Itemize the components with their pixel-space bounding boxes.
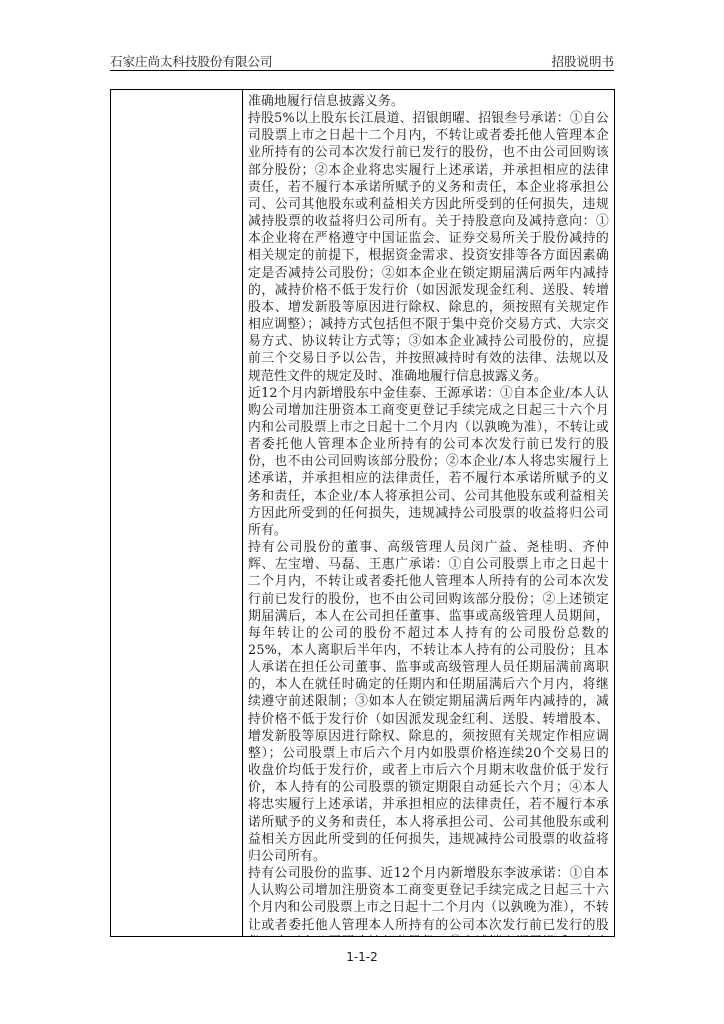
commitment-cell — [248, 93, 609, 936]
column-divider — [242, 90, 243, 936]
paragraph: 持有公司股份的监事、近12个月内新增股东李波承诺：①自本人认购公司增加注册资本工商变更登记手续完成之日起三十六个月内和公司股票上市之日起十二个月内（以孰晚为准），不转让或者委托他人管理本人所持有的公司本次发行前已发行的股 — [248, 866, 609, 933]
commitment-table — [110, 89, 615, 937]
header-rule — [110, 70, 614, 71]
paragraph: 近12个月内新增股东中金佳泰、王源承诺：①自本企业/本人认购公司增加注册资本工商变更登记手续完成之日起三十六个月内和公司股票上市之日起十二个月内（以孰晚为准），不转让或者委托他人管理本企业所持有的公司本次发行前已发行的股份，也不由公司回购该部分股份；②本企业/本人将忠实履行上述承诺，并承担相应的法律责任，若不履行本承诺所赋予的义务和责任，本企业/本人将承担公司、公司其他股东或利益相关方因此所受到的任何损失，违规减持公司股票的收益将归公司所有。 — [248, 385, 609, 538]
document-type: 招股说明书 — [551, 54, 614, 69]
paragraph: 持股5%以上股东长江晨道、招银朗曜、招银叁号承诺：①自公司股票上市之日起十二个月内，不转让或者委托他人管理本企业所持有的公司本次发行前已发行的股份，也不由公司回购该部分股份；②本企业将忠实履行上述承诺，并承担相应的法律责任，若不履行本承诺所赋予的义务和责任，本企业将承担公司、公司其他股东或利益相关方因此所受到的任何损失，违规减持股票的收益将归公司所有。关于持股意向及减持意向：①本企业将在严格遵守中国证监会、证券交易所关于股份减持的相关规定的前提下，根据资金需求、投资安排等各方面因素确定是否减持公司股份；②如本企业在锁定期届满后两年内减持的，减持价格不低于发行价（如因派发现金红利、送股、转增股本、增发新股等原因进行除权、除息的，须按照有关规定作相应调整）；减持方式包括但不限于集中竞价交易方式、大宗交易方式、协议转让方式等；③如本企业减持公司股份的，应提前三个交易日予以公告，并按照减持时有效的法律、法规以及规范性文件的规定及时、准确地履行信息披露义务。 — [248, 111, 609, 384]
paragraph: 准确地履行信息披露义务。 — [248, 94, 404, 109]
page-header — [110, 48, 614, 72]
paragraph: 持有公司股份的董事、高级管理人员闵广益、尧桂明、齐仲辉、左宝增、马磊、王惠广承诺：①自公司股票上市之日起十二个月内，不转让或者委托他人管理本人所持有的公司本次发行前已发行的股份，也不由公司回购该部分股份；②上述锁定期届满后，本人在公司担任董事、监事或高级管理人员期间，每年转让的公司的股份不超过本人持有的公司股份总数的25%，本人离职后半年内，不转让本人持有的公司股份；且本人承诺在担任公司董事、监事或高级管理人员任期届满前离职的，本人在就任时确定的任期内和任期届满后六个月内，将继续遵守前述限制；③如本人在锁定期届满后两年内减持的，减持价格不低于发行价（如因派发现金红利、送股、转增股本、增发新股等原因进行除权、除息的，须按照有关规定作相应调整）；公司股票上市后六个月内如股票价格连续20个交易日的收盘价均低于发行价，或者上市后六个月期末收盘价低于发行价，本人持有的公司股票的锁定期限自动延长六个月；④本人将忠实履行上述承诺，并承担相应的法律责任，若不履行本承诺所赋予的义务和责任，本人将承担公司、公司其他股东或利益相关方因此所受到的任何损失，违规减持公司股票的收益将归公司所有。 — [248, 540, 609, 864]
company-name: 石家庄尚太科技股份有限公司 — [110, 54, 273, 69]
page-number: 1-1-2 — [346, 950, 378, 964]
